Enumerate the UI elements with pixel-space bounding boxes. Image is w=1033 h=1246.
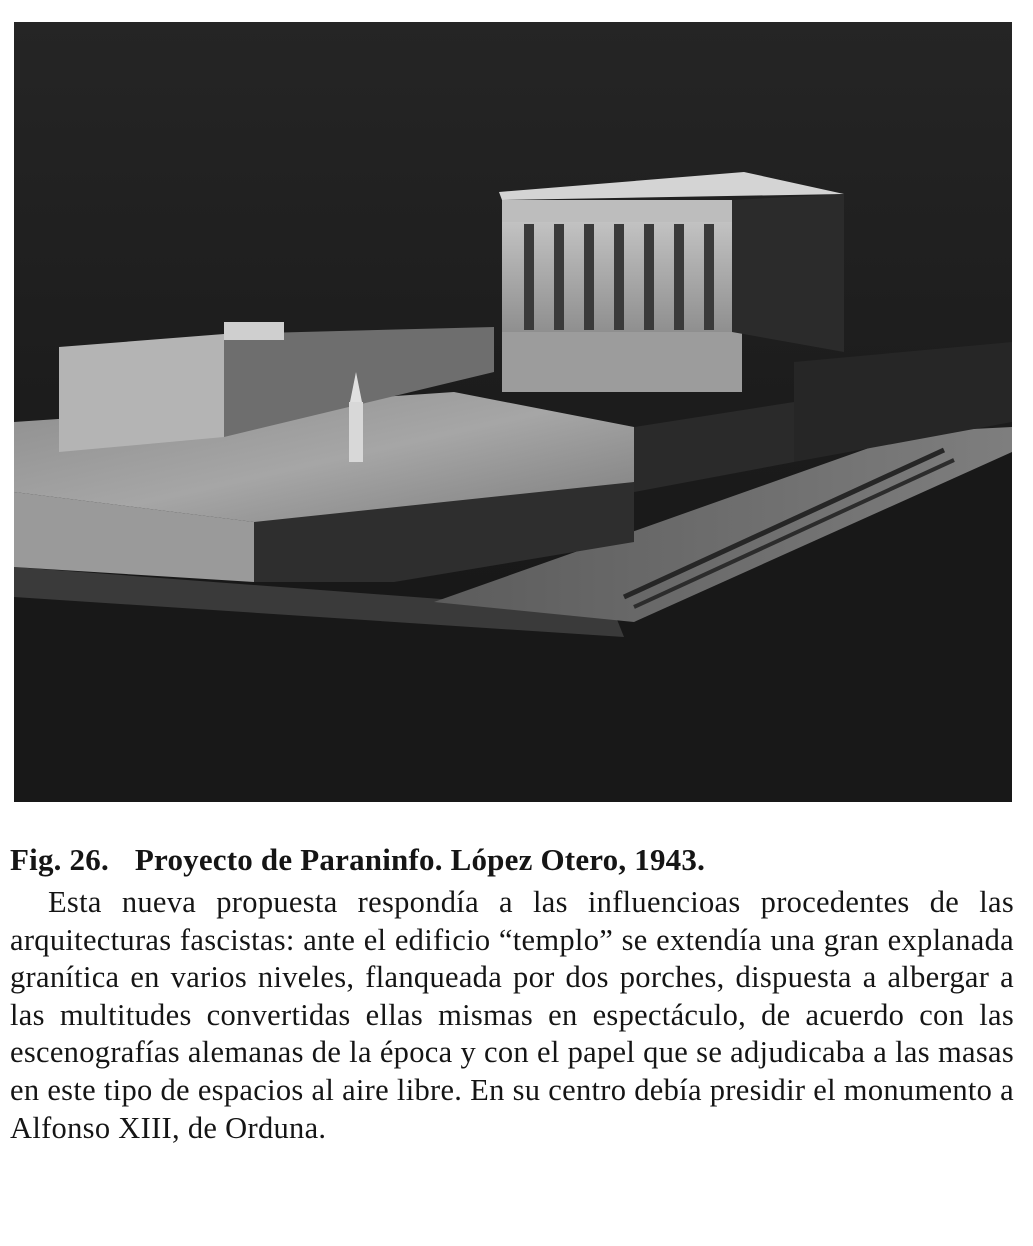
figure-description: Esta nueva propuesta respondía a las influencioas procedentes de las arquitecturas fascistas: ante el edificio “templo” se extendía una gran explanada granítica en varios niveles, flanqueada por dos porches, dispuesta a albergar a las multitudes convertidas ellas mismas en espectáculo, de acuerdo con las escenografías alemanas de la época y con el papel que se adjudicaba a las masas en este tipo de espacios al aire libre. En su centro debía presidir el monumento a Alfonso XIII, de Orduna. xyxy=(10,885,1014,1145)
temple-side xyxy=(732,194,844,352)
figure-caption xyxy=(10,840,1014,1147)
figure-title: Proyecto de Paraninfo. López Otero, 1943. xyxy=(134,842,706,877)
model-illustration xyxy=(14,22,1012,802)
temple-base xyxy=(502,332,742,392)
left-portico-front xyxy=(59,334,224,452)
figure-title-line xyxy=(10,840,1014,880)
temple-entablature xyxy=(502,200,732,222)
architectural-model-photo xyxy=(14,22,1012,802)
figure-label: Fig. 26. xyxy=(10,842,109,877)
left-portico-roof xyxy=(224,322,284,340)
alfonso-xiii-monument xyxy=(349,402,363,462)
